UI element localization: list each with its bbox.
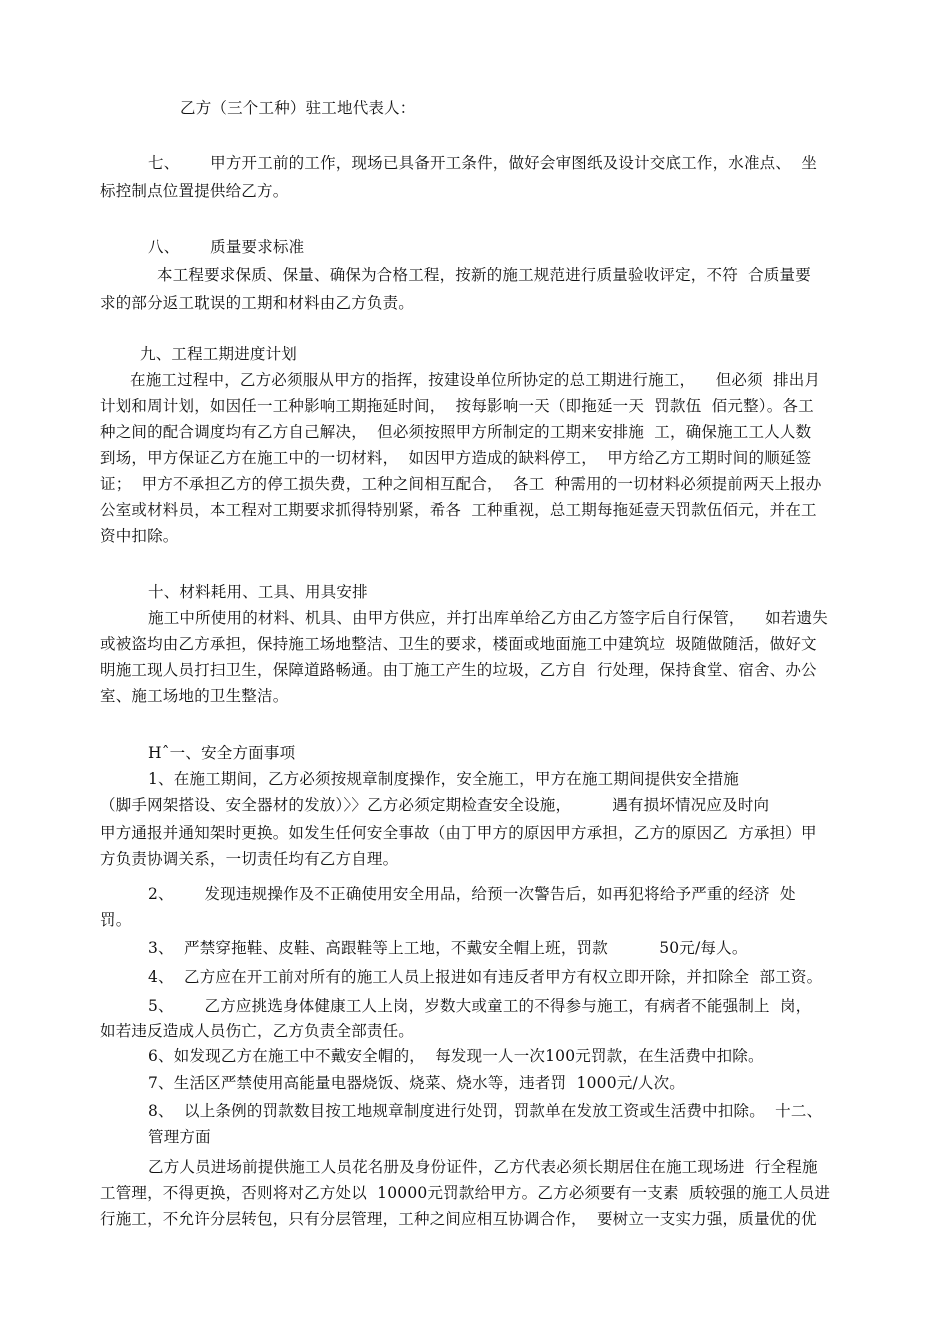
text-line: 十、材料耗用、工具、用具安排 bbox=[148, 583, 368, 601]
text-line: 计划和周计划，如因任一工种影响工期拖延时间， 按每影响一天（即拖延一天 罚款伍 佰元整）。各工 bbox=[100, 397, 814, 415]
text-line: 本工程要求保质、保量、确保为合格工程，按新的施工规范进行质量验收评定，不符 合质量要 bbox=[157, 266, 811, 284]
text-line: 3、 严禁穿拖鞋、皮鞋、高跟鞋等上工地，不戴安全帽上班，罚款 50元/每人。 bbox=[148, 939, 748, 957]
text-line: 1、在施工期间，乙方必须按规章制度操作，安全施工，甲方在施工期间提供安全措施 bbox=[148, 770, 739, 788]
text-line: 明施工现人员打扫卫生，保障道路畅通。由丁施工产生的垃圾，乙方自 行处理，保持食堂、宿舍、办公 bbox=[100, 661, 817, 679]
text-line: 九、工程工期进度计划 bbox=[140, 345, 298, 363]
text-line: 管理方面 bbox=[148, 1128, 211, 1146]
text-line: 乙方人员进场前提供施工人员花名册及身份证件，乙方代表必须长期居住在施工现场进 行全程施 bbox=[148, 1158, 818, 1176]
text-line: 7、生活区严禁使用高能量电器烧饭、烧菜、烧水等，违者罚 1000元/人次。 bbox=[148, 1074, 685, 1092]
text-line: 或被盗均由乙方承担，保持施工场地整洁、卫生的要求，楼面或地面施工中建筑垃 圾随做随活，做好文 bbox=[100, 635, 817, 653]
text-line: 证； 甲方不承担乙方的停工损失费，工种之间相互配合， 各工 种需用的一切材料必须提前两天上报办 bbox=[100, 475, 822, 493]
text-line: 8、 以上条例的罚款数目按工地规章制度进行处罚，罚款单在发放工资或生活费中扣除。 十二、 bbox=[148, 1102, 823, 1120]
text-line: 求的部分返工耽误的工期和材料由乙方负责。 bbox=[100, 294, 415, 312]
text-line: （脚手网架搭设、安全器材的发放）〉〉乙方必须定期检查安全设施， 遇有损坏情况应及时向 bbox=[100, 796, 770, 814]
text-line: 八、 质量要求标准 bbox=[148, 238, 305, 256]
text-line: 方负责协调关系，一切责任均有乙方自理。 bbox=[100, 850, 399, 868]
text-line: 6、如发现乙方在施工中不戴安全帽的， 每发现一人一次100元罚款，在生活费中扣除。 bbox=[148, 1047, 764, 1065]
text-line: 到场，甲方保证乙方在施工中的一切材料， 如因甲方造成的缺料停工， 甲方给乙方工期时间的顺延签 bbox=[100, 449, 812, 467]
text-line: 如若违反造成人员伤亡，乙方负责全部责任。 bbox=[100, 1022, 415, 1040]
text-line: 种之间的配合调度均有乙方自己解决， 但必须按照甲方所制定的工期来安排施 工，确保施工工人人数 bbox=[100, 423, 812, 441]
text-line: 标控制点位置提供给乙方。 bbox=[100, 182, 289, 200]
text-line: 工管理，不得更换，否则将对乙方处以 10000元罚款给甲方。乙方必须要有一支素 质较强的施工人员进 bbox=[100, 1184, 831, 1202]
text-line: 公室或材料员，本工程对工期要求抓得特别紧，希各 工种重视，总工期每拖延壹天罚款伍佰元，并在工 bbox=[100, 501, 817, 519]
text-line: Hˆ一、安全方面事项 bbox=[148, 744, 296, 762]
text-line: 4、 乙方应在开工前对所有的施工人员上报进如有违反者甲方有权立即开除，并扣除全 部工资。 bbox=[148, 968, 823, 986]
text-line: 5、 乙方应挑选身体健康工人上岗，岁数大或童工的不得参与施工，有病者不能强制上 岗， bbox=[148, 997, 812, 1015]
text-line: 在施工过程中，乙方必须服从甲方的指挥，按建设单位所协定的总工期进行施工， 但必须 排出月 bbox=[130, 371, 821, 389]
text-line: 施工中所使用的材料、机具、由甲方供应，并打出库单给乙方由乙方签字后自行保管， 如若遗失 bbox=[148, 609, 828, 627]
text-line: 甲方通报并通知架时更换。如发生任何安全事故（由丁甲方的原因甲方承担，乙方的原因乙 方承担）甲 bbox=[100, 824, 817, 842]
text-line: 2、 发现违规操作及不正确使用安全用品，给预一次警告后，如再犯将给予严重的经济 处 bbox=[148, 885, 796, 903]
text-line: 资中扣除。 bbox=[100, 527, 179, 545]
text-line: 罚。 bbox=[100, 911, 132, 929]
text-line: 七、 甲方开工前的工作，现场已具备开工条件，做好会审图纸及设计交底工作，水准点、 坐 bbox=[148, 154, 818, 172]
text-line: 行施工，不允许分层转包，只有分层管理，工种之间应相互协调合作， 要树立一支实力强，质量优的优 bbox=[100, 1210, 817, 1228]
text-line: 乙方（三个工种）驻工地代表人： bbox=[180, 99, 416, 117]
text-line: 室、施工场地的卫生整洁。 bbox=[100, 687, 289, 705]
